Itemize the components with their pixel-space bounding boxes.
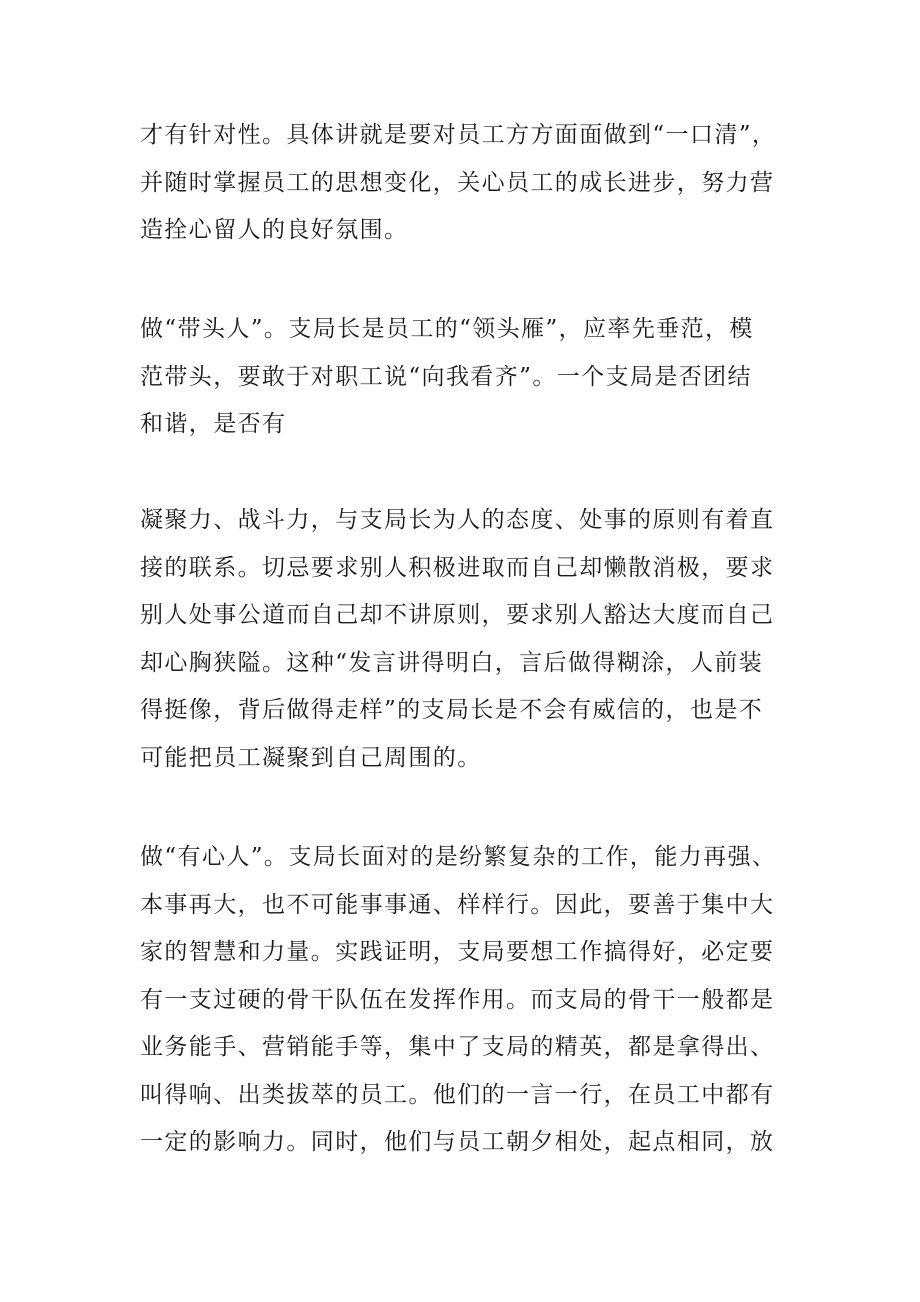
text-line: 一定的影响力。同时，他们与员工朝夕相处，起点相同，放 xyxy=(140,1129,775,1155)
text-line: 却心胸狭隘。这种“发言讲得明白，言后做得糊涂，人前装 xyxy=(140,649,764,676)
text-line: 造拴心留人的良好氛围。 xyxy=(140,217,409,243)
text-line: 做“有心人”。支局长面对的是纷繁复杂的工作，能力再强、 xyxy=(140,844,777,870)
paragraph-cohesion xyxy=(140,497,800,782)
text-line: 叫得响、出类拔萃的员工。他们的一言一行，在员工中都有 xyxy=(140,1081,775,1108)
text-line: 别人处事公道而自己却不讲原则，要求别人豁达大度而自己 xyxy=(140,602,775,628)
text-line: 凝聚力、战斗力，与支局长为人的态度、处事的原则有着直 xyxy=(140,507,775,533)
text-line: 家的智慧和力量。实践证明，支局要想工作搞得好，必定要 xyxy=(140,939,775,965)
text-line: 和谐，是否有 xyxy=(140,411,287,437)
text-line: 业务能手、营销能手等，集中了支局的精英，都是拿得出、 xyxy=(140,1034,775,1060)
paragraph-lead-by-example xyxy=(140,306,800,449)
text-line: 可能把员工凝聚到自己周围的。 xyxy=(140,744,482,771)
text-line: 本事再大，也不可能事事通、样样行。因此，要善于集中大 xyxy=(140,891,775,918)
text-line: 接的联系。切忌要求别人积极进取而自己却懒散消极，要求 xyxy=(140,554,775,581)
text-line: 有一支过硬的骨干队伍在发挥作用。而支局的骨干一般都是 xyxy=(140,986,775,1013)
text-line: 范带头，要敢于对职工说“向我看齐”。一个支局是否团结 xyxy=(140,363,752,390)
text-line: 才有针对性。具体讲就是要对员工方方面面做到“一口清”， xyxy=(140,122,777,148)
text-line: 得挺像，背后做得走样”的支局长是不会有威信的，也是不 xyxy=(140,697,764,723)
paragraph-attentive-leader xyxy=(140,834,800,1167)
text-line: 并随时掌握员工的思想变化，关心员工的成长进步，努力营 xyxy=(140,169,775,196)
text-line: 做“带头人”。支局长是员工的“领头雁”，应率先垂范，模 xyxy=(140,316,754,342)
paragraph-targeted-care xyxy=(140,112,800,255)
